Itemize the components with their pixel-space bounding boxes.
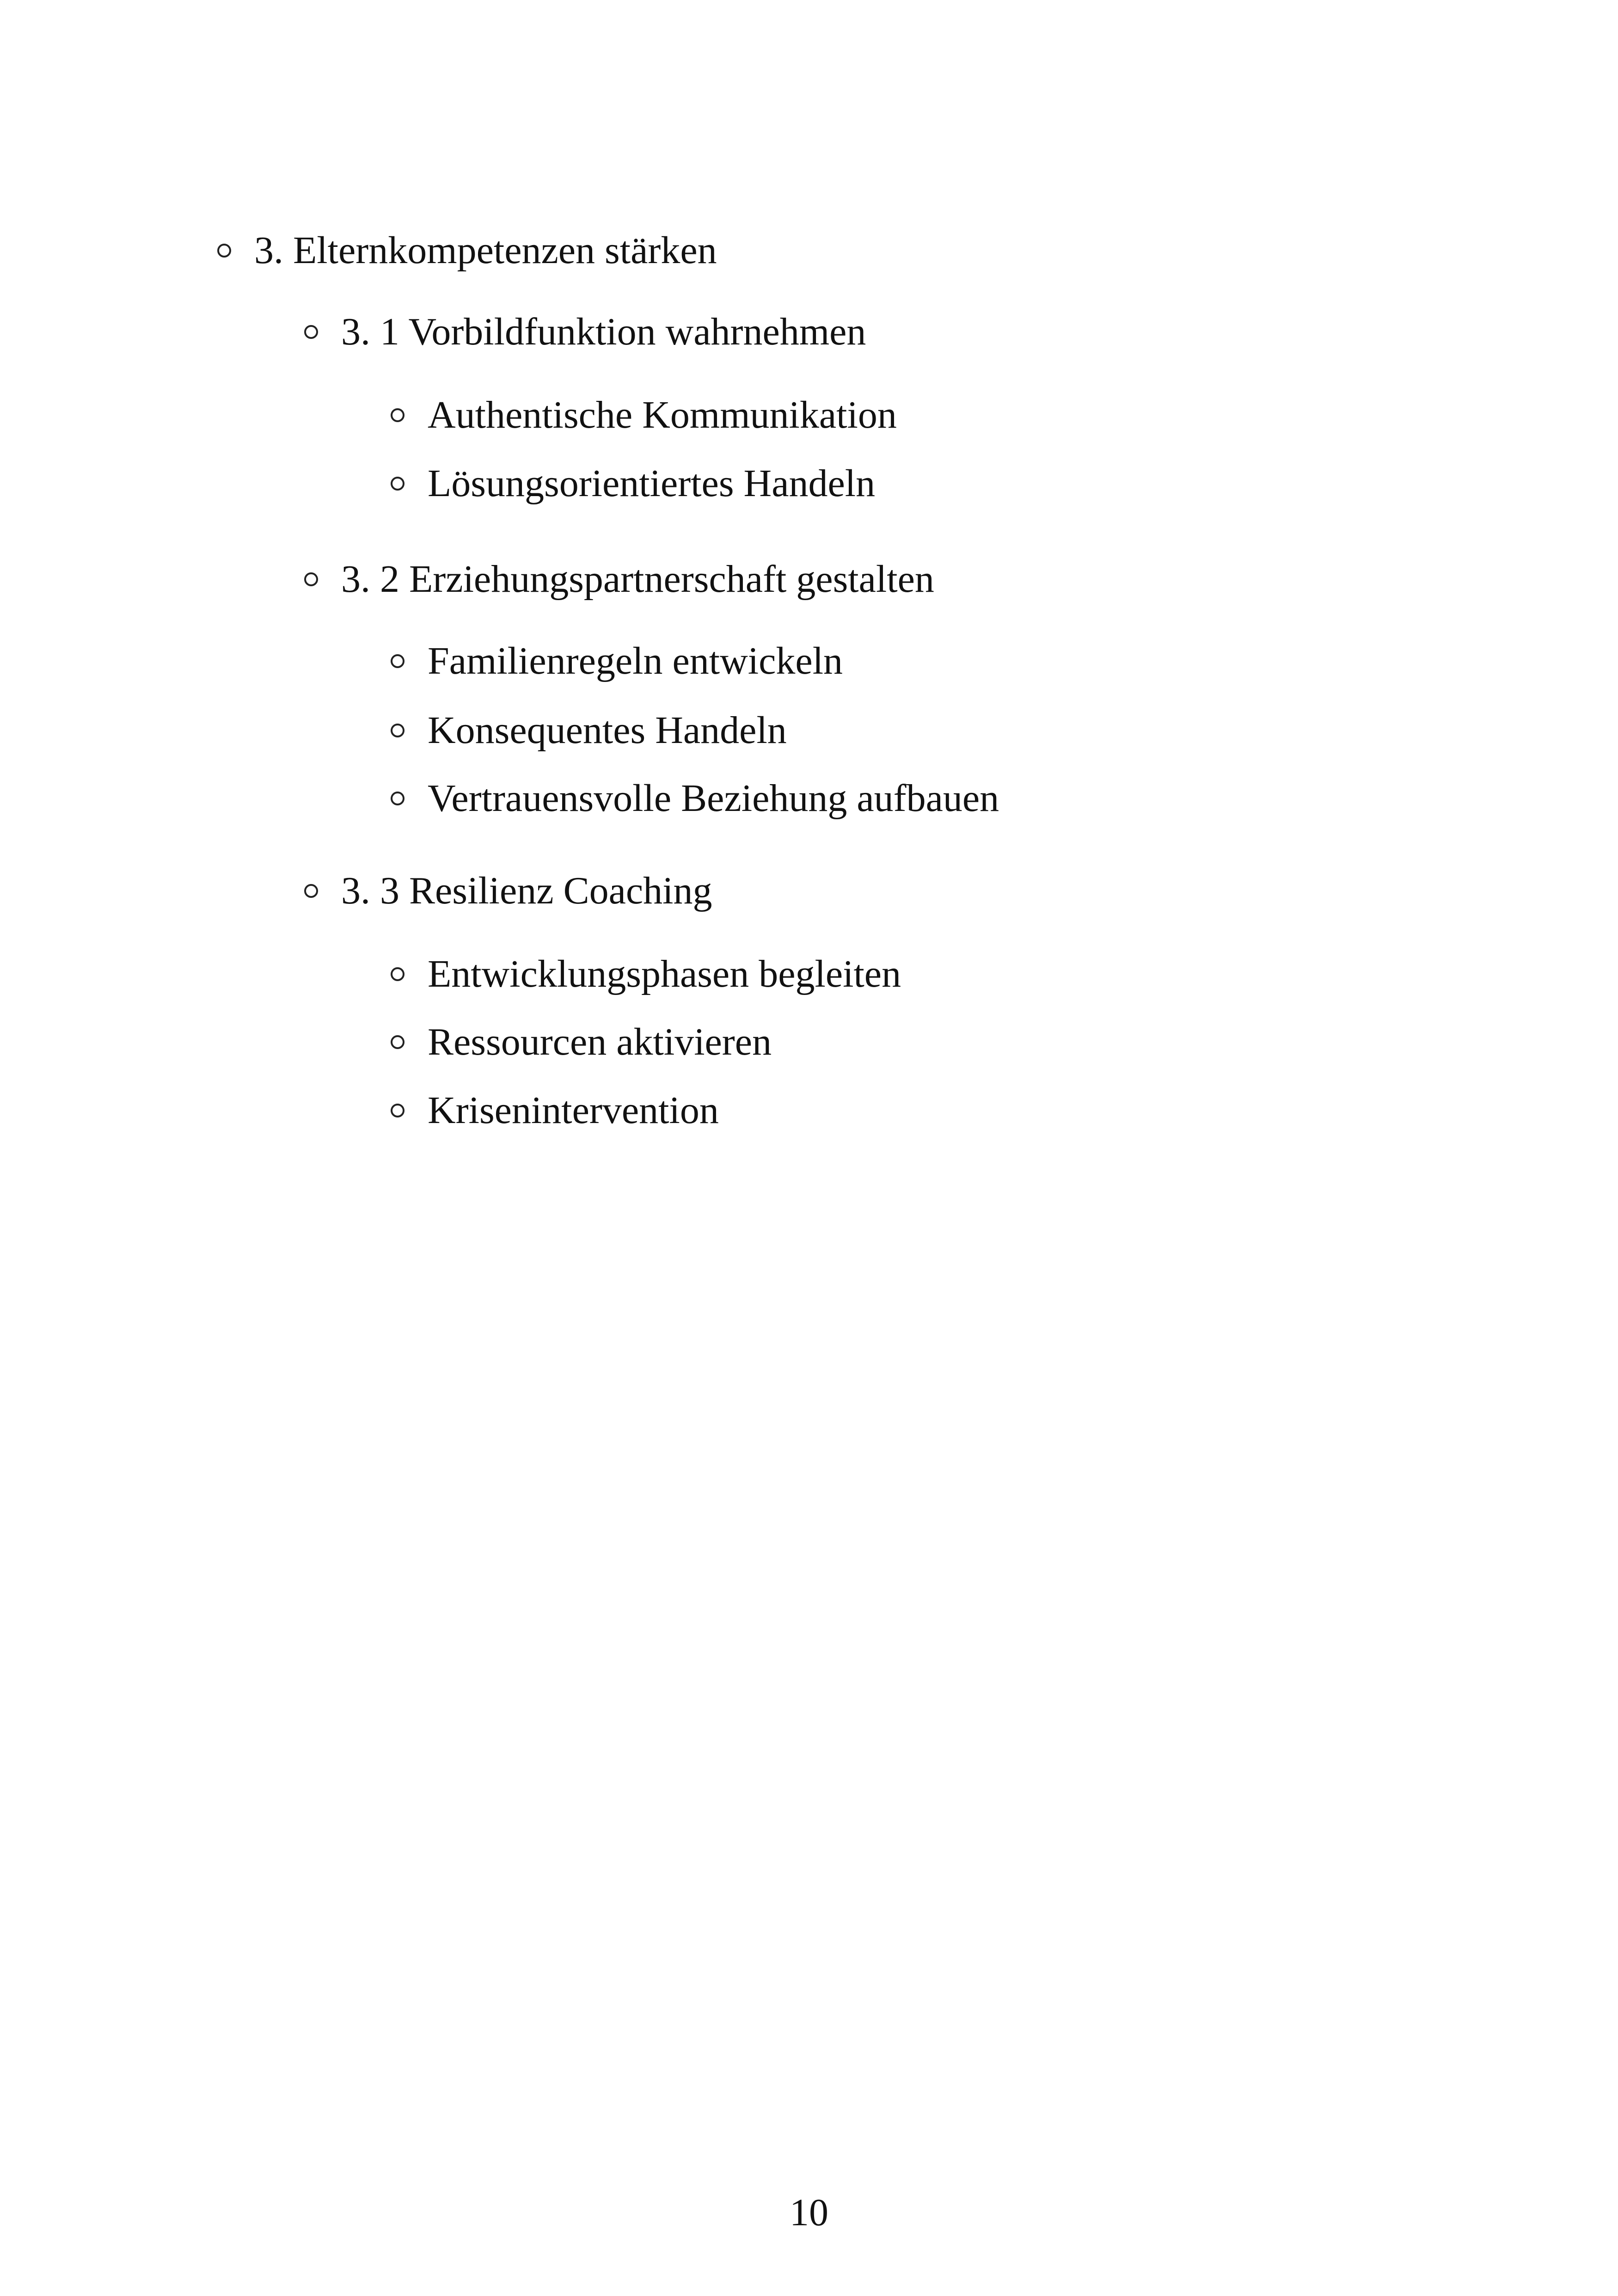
hollow-circle-bullet-icon [391,724,404,737]
hollow-circle-bullet-icon [391,408,404,422]
hollow-circle-bullet-icon [304,325,318,339]
outline-item [391,951,901,997]
outline-item-label: Konsequentes Handeln [428,709,787,752]
outline-subsection-3-3 [304,868,712,914]
outline-item-label: Krisenintervention [428,1089,719,1132]
outline-item-label: Lösungsorientiertes Handeln [428,462,876,505]
hollow-circle-bullet-icon [304,572,318,586]
hollow-circle-bullet-icon [391,477,404,491]
outline-item-label: Authentische Kommunikation [428,393,897,436]
hollow-circle-bullet-icon [391,792,404,805]
hollow-circle-bullet-icon [391,654,404,668]
outline-item [391,392,897,438]
hollow-circle-bullet-icon [391,967,404,981]
page-number: 10 [790,2191,828,2234]
hollow-circle-bullet-icon [391,1035,404,1049]
outline-section-label: 3. Elternkompetenzen stärken [254,229,717,272]
outline-subsection-3-2 [304,556,934,602]
outline-subsection-label: 3. 2 Erziehungspartnerschaft gestalten [341,558,934,601]
outline-item-label: Vertrauensvolle Beziehung aufbauen [428,777,999,820]
outline-subsection-3-1 [304,309,866,355]
outline-item-label: Ressourcen aktivieren [428,1020,772,1063]
outline-item-label: Entwicklungsphasen begleiten [428,952,901,995]
outline-item [391,638,843,684]
hollow-circle-bullet-icon [391,1104,404,1117]
outline-item [391,775,999,822]
outline-item [391,707,787,754]
outline-section-3 [217,227,717,274]
outline-subsection-label: 3. 1 Vorbildfunktion wahrnehmen [341,310,866,353]
outline-item-label: Familienregeln entwickeln [428,639,843,682]
hollow-circle-bullet-icon [217,244,231,258]
outline-item [391,1087,719,1134]
outline-item [391,1019,772,1065]
outline-subsection-label: 3. 3 Resilienz Coaching [341,869,712,912]
outline-item [391,460,875,507]
hollow-circle-bullet-icon [304,884,318,898]
